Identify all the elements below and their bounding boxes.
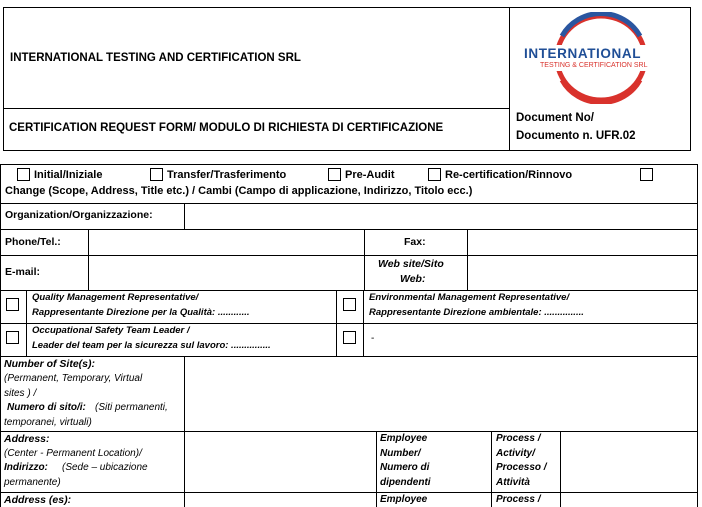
website-input[interactable] — [469, 257, 696, 289]
address-desc-1: (Center - Permanent Location)/ — [4, 448, 142, 459]
initial-checkbox[interactable] — [17, 168, 30, 181]
initial-label: Initial/Iniziale — [34, 169, 103, 181]
environmental-rep-label: Environmental Management Representative/ — [369, 292, 570, 303]
employee-number-label-4: dipendenti — [380, 477, 431, 488]
employee-number-label-2: Number/ — [380, 448, 421, 459]
safety-leader-label: Occupational Safety Team Leader / — [32, 325, 190, 336]
address-desc-2a: Indirizzo: — [4, 462, 48, 473]
document-number-value: Documento n. UFR.02 — [516, 130, 636, 142]
logo-main-text: INTERNATIONAL — [524, 46, 642, 61]
sites-desc-3: Numero di sito/i: — [7, 402, 86, 413]
quality-rep-checkbox[interactable] — [6, 298, 19, 311]
employee-number-label-3: Numero di — [380, 462, 430, 473]
website-label: Web site/Sito — [378, 258, 444, 270]
company-name: INTERNATIONAL TESTING AND CERTIFICATION SRL — [10, 52, 301, 64]
change-label: Change (Scope, Address, Title etc.) / Cambi (Campo di applicazione, Indirizzo, Titolo ecc.) — [5, 185, 473, 197]
form-title: CERTIFICATION REQUEST FORM/ MODULO DI RICHIESTA DI CERTIFICAZIONE — [9, 122, 444, 134]
address-es-title: Address (es): — [4, 494, 72, 506]
address-input[interactable] — [186, 433, 375, 491]
quality-rep-label: Quality Management Representative/ — [32, 292, 199, 303]
safety-leader-checkbox[interactable] — [6, 331, 19, 344]
sites-desc-2: sites ) / — [4, 388, 37, 399]
process-input[interactable] — [562, 433, 696, 491]
transfer-checkbox[interactable] — [150, 168, 163, 181]
quality-rep-label-it: Rappresentante Direzione per la Qualità: ............ — [32, 307, 250, 318]
extra-rep-checkbox[interactable] — [343, 331, 356, 344]
preaudit-label: Pre-Audit — [345, 169, 395, 181]
sites-title: Number of Site(s): — [4, 358, 96, 370]
preaudit-checkbox[interactable] — [328, 168, 341, 181]
company-logo — [522, 12, 680, 104]
fax-input[interactable] — [469, 231, 696, 254]
environmental-rep-label-it: Rappresentante Direzione ambientale: ............... — [369, 307, 584, 318]
process-label-4: Attività — [496, 477, 530, 488]
employee-number-input[interactable] — [436, 433, 490, 491]
fax-label: Fax: — [404, 236, 426, 248]
employee-number-label-1: Employee — [380, 433, 428, 444]
sites-desc-3b: (Siti permanenti, — [95, 402, 168, 413]
process-label-1: Process / — [496, 433, 541, 444]
address-desc-3: permanente) — [4, 477, 61, 488]
website-label-line2: Web: — [400, 273, 426, 285]
recertification-label: Re-certification/Rinnovo — [445, 169, 573, 181]
sites-desc-4: temporanei, virtuali) — [4, 417, 92, 428]
environmental-rep-checkbox[interactable] — [343, 298, 356, 311]
safety-leader-label-it: Leader del team per la sicurezza sul lavoro: ............... — [32, 340, 271, 351]
employee-number-label-row2: Employee — [380, 494, 428, 505]
process-label-3: Processo / — [496, 462, 547, 473]
transfer-label: Transfer/Trasferimento — [167, 169, 287, 181]
process-label-2: Activity/ — [496, 448, 535, 459]
sites-input[interactable] — [186, 358, 696, 430]
email-label: E-mail: — [5, 266, 41, 278]
sites-desc-1: (Permanent, Temporary, Virtual — [4, 373, 143, 384]
address-desc-2b: (Sede – ubicazione — [62, 462, 148, 473]
change-checkbox[interactable] — [640, 168, 653, 181]
organization-input[interactable] — [186, 205, 696, 228]
phone-label: Phone/Tel.: — [5, 236, 61, 248]
phone-input[interactable] — [90, 231, 363, 254]
document-number-label: Document No/ — [516, 112, 594, 124]
address-title: Address: — [4, 433, 50, 445]
recertification-checkbox[interactable] — [428, 168, 441, 181]
process-label-row2: Process / — [496, 494, 541, 505]
organization-label: Organization/Organizzazione: — [5, 209, 153, 221]
logo-sub-text: TESTING & CERTIFICATION SRL — [540, 62, 648, 69]
email-input[interactable] — [90, 257, 363, 289]
extra-rep-placeholder: - — [371, 333, 375, 344]
